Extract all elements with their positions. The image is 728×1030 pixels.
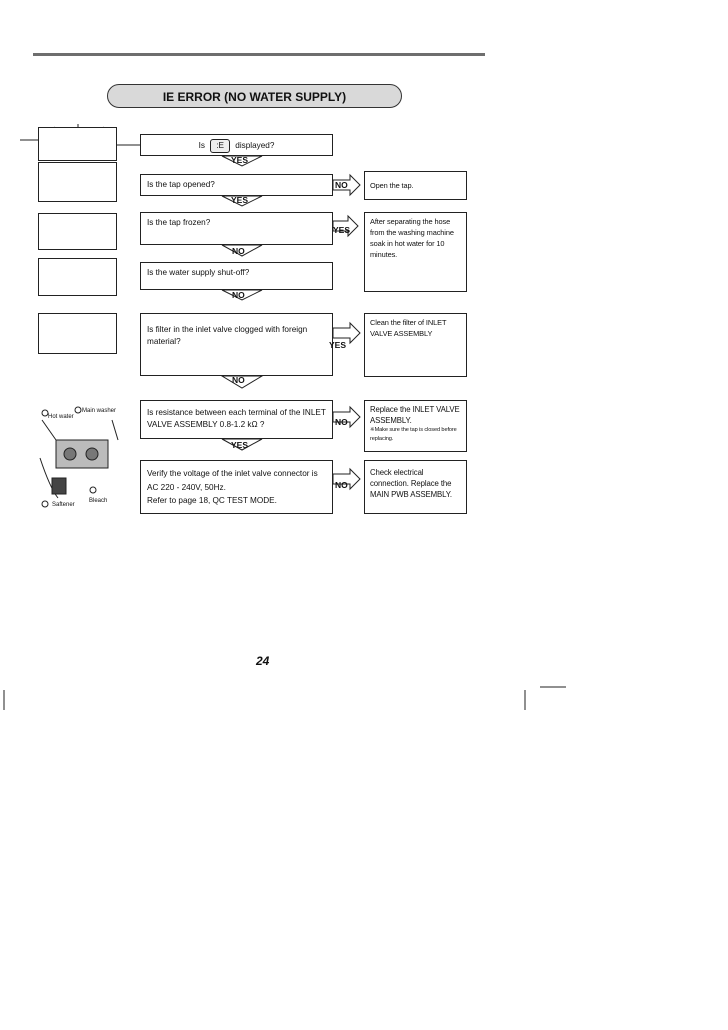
a6-note: ※Make sure the tap is closed before replacing.	[370, 427, 457, 442]
label-main-washer: Main washer	[82, 408, 117, 414]
page-number: 24	[256, 654, 270, 668]
answer-open-tap: Open the tap.	[364, 171, 467, 200]
label-bleach: Bleach	[89, 498, 108, 504]
q7-line-3: Refer to page 18, QC TEST MODE.	[147, 496, 277, 505]
side-label-no-6: NO	[335, 417, 348, 427]
q7-line-2: AC 220 - 240V, 50Hz.	[147, 482, 226, 492]
q1-text-post: displayed?	[235, 141, 275, 150]
a5-text: Clean the filter of INLET VALVE ASSEMBLY	[370, 318, 447, 338]
question-error-displayed	[140, 134, 333, 156]
side-label-no-2: NO	[335, 180, 348, 190]
question-filter-clogged: Is filter in the inlet valve clogged with foreign material?	[140, 313, 333, 376]
tap-frozen-image	[38, 213, 117, 250]
a3-text: After separating the hose from the washing machine soak in hot water for 10 minutes.	[370, 217, 454, 259]
label-hot-water: Hot water	[48, 414, 74, 420]
label-yes-4: YES	[231, 440, 249, 450]
label-no-2: NO	[232, 290, 245, 300]
label-no-3: NO	[232, 375, 245, 385]
question-water-shutoff: Is the water supply shut-off?	[140, 262, 333, 290]
answer-soak-hose	[364, 212, 467, 292]
label-yes-1: YES	[231, 155, 249, 165]
question-tap-frozen: Is the tap frozen?	[140, 212, 333, 245]
page-title: IE ERROR (NO WATER SUPPLY)	[107, 84, 402, 108]
question-resistance: Is resistance between each terminal of the INLET VALVE ASSEMBLY 0.8-1.2 kΩ ?	[140, 400, 333, 439]
q1-text-pre: Is	[198, 141, 205, 150]
answer-clean-filter	[364, 313, 467, 377]
label-saftener: Saftener	[52, 502, 75, 508]
question-tap-opened: Is the tap opened?	[140, 174, 333, 196]
side-label-no-7: NO	[335, 480, 348, 490]
filter-image	[38, 313, 117, 354]
question-voltage	[140, 460, 333, 514]
a6-text: Replace the INLET VALVE ASSEMBLY.	[370, 405, 460, 425]
label-no-1: NO	[232, 246, 245, 256]
answer-replace-valve	[364, 400, 467, 452]
answer-check-connection: Check electrical connection. Replace the MAIN PWB ASSEMBLY.	[364, 460, 467, 514]
side-label-yes-5: YES	[329, 340, 347, 350]
q7-line-1: Verify the voltage of the inlet valve connector is	[147, 469, 318, 478]
inlet-valve-icon	[40, 407, 118, 507]
water-shutoff-image	[38, 258, 117, 296]
display-badge: :E	[210, 139, 230, 153]
tap-opened-image	[38, 162, 117, 202]
side-label-yes-3: YES	[333, 225, 351, 235]
label-yes-2: YES	[231, 195, 249, 205]
error-display-image	[38, 127, 117, 161]
